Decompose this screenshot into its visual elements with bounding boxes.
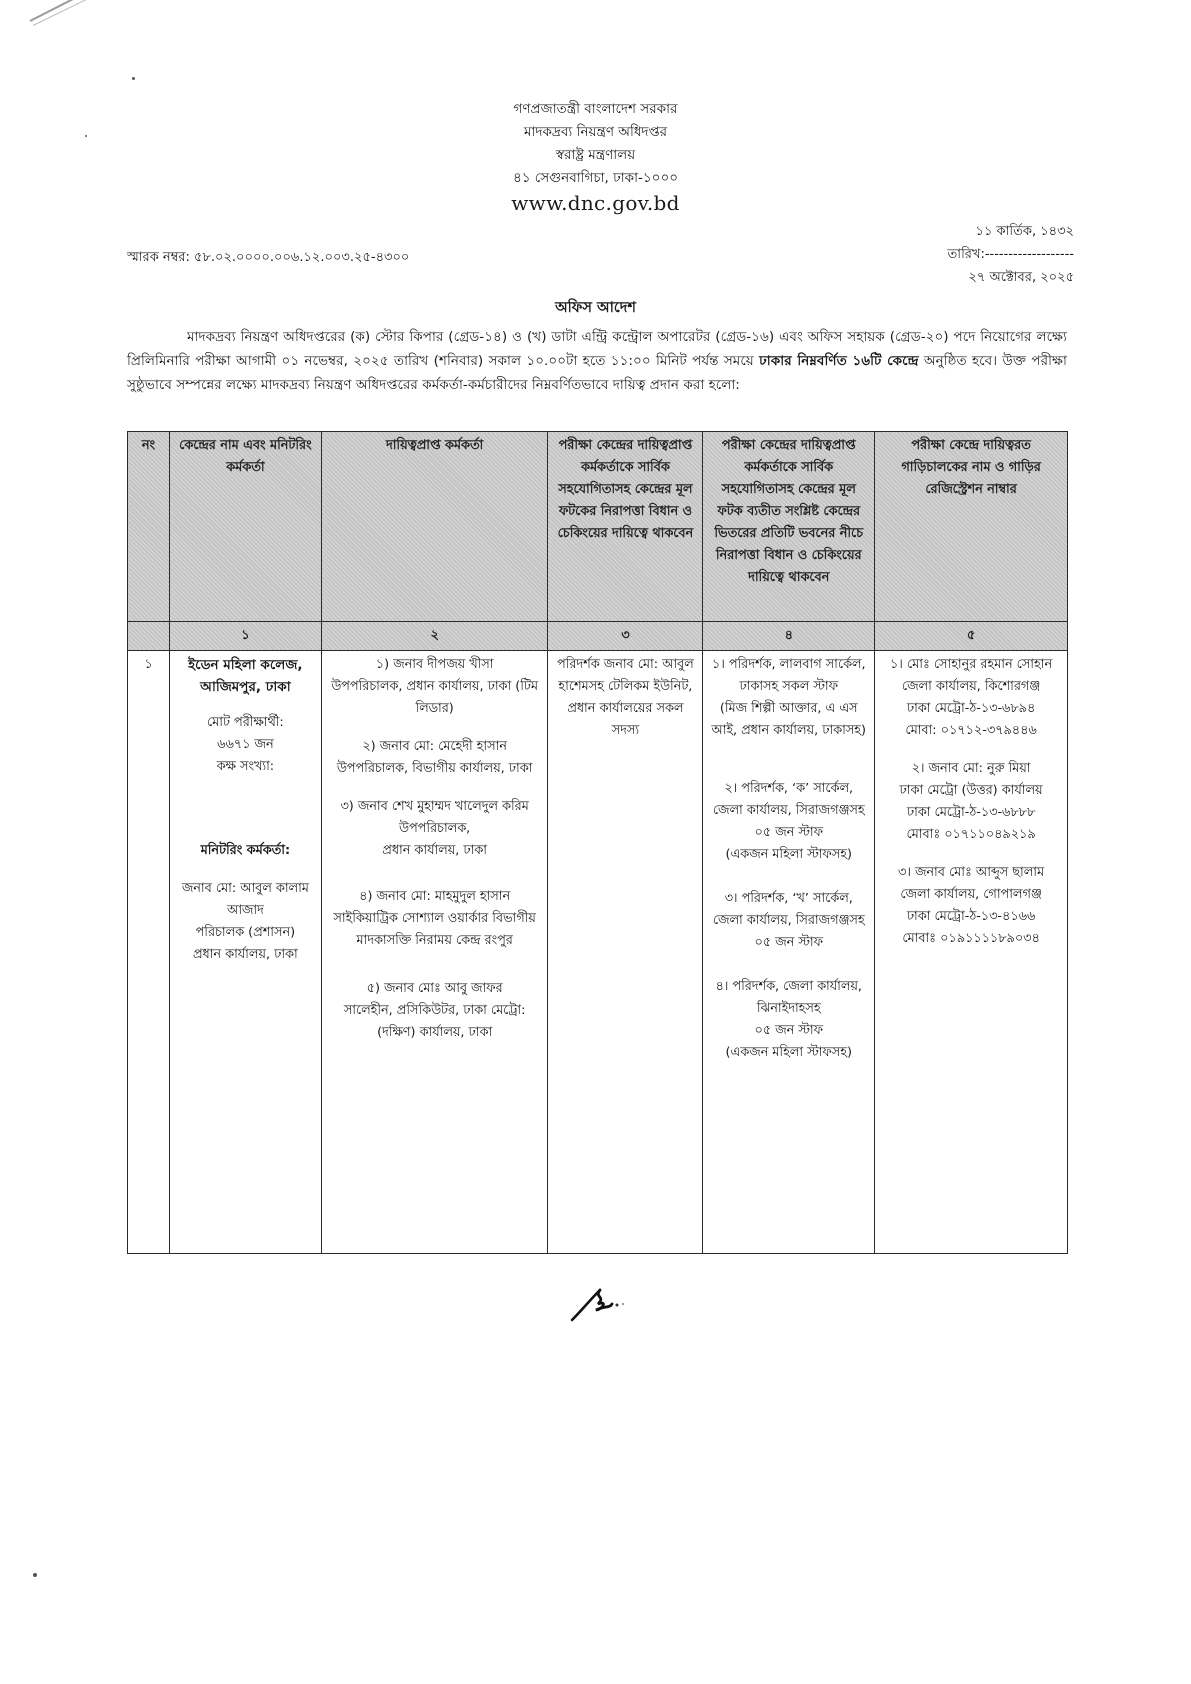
total-examinees-label: মোট পরীক্ষার্থী: [206, 715, 284, 730]
officer-designation: সালেহীন, প্রসিকিউটর, ঢাকা মেট্রো: (দক্ষিণ) কার্যালয়, ঢাকা [343, 1003, 526, 1040]
letterhead [0, 98, 1191, 216]
column-number: ১ [169, 622, 321, 651]
order-paragraph [127, 325, 1067, 397]
security-staff-count: ০৫ জন স্টাফ [754, 1023, 823, 1038]
table-row [128, 651, 1068, 1254]
gate-security-team: পরিদর্শক জনাব মো: আবুল হাশেমসহ টেলিকম ইউনিট, প্রধান কার্যালয়ের সকল সদস্য [557, 657, 694, 738]
gate-security-cell [548, 651, 703, 1254]
speck [132, 77, 135, 80]
monitoring-office: প্রধান কার্যালয়, ঢাকা [193, 947, 298, 962]
driver-name: ৩। জনাব মোঃ আব্দুস ছালাম [898, 865, 1045, 880]
order-text-part2: অনুষ্ঠিত হবে। উক্ত পরীক্ষা সুষ্ঠুভাবে সম্পন্নের লক্ষ্যে মাদকদ্রব্য নিয়ন্ত্রণ অধিদপ্তরের কর্মকর্তা-কর্মচারীদের নিম্নবর্ণিতভাবে দায়িত্ব প্রদান করা হলো: [127, 353, 1067, 393]
officer-name: ২) জনাব মো: মেহেদী হাসান [362, 739, 507, 754]
website-link[interactable]: www.dnc.gov.bd [511, 191, 680, 215]
header-building-security: পরীক্ষা কেন্দ্রের দায়িত্বপ্রাপ্ত কর্মকর্তাকে সার্বিক সহযোগিতাসহ কেন্দ্রের মূল ফটক ব্যতীত সংশ্লিষ্ট কেন্দ্রের ভিতরের প্রতিটি ভবনের নীচে নিরাপত্তা বিধান ও চেকিংয়ের দায়িত্বে থাকবেন [703, 432, 875, 622]
driver-office: জেলা কার্যালয়, কিশোরগঞ্জ [901, 679, 1041, 694]
header-assigned-officers: দায়িত্বপ্রাপ্ত কর্মকর্তা [321, 432, 548, 622]
officer-designation: উপপরিচালক, [399, 821, 471, 836]
date-block [948, 220, 1074, 289]
column-number: ৩ [548, 622, 703, 651]
monitoring-label: মনিটরিং কর্মকর্তা: [200, 843, 291, 858]
vehicle-registration: ঢাকা মেট্রো-ঠ-১৩-৪১৬৬ [906, 909, 1036, 924]
table-header-row [128, 432, 1068, 622]
speck [33, 1573, 37, 1577]
column-number-row [128, 622, 1068, 651]
driver-office: ঢাকা মেট্রো (উত্তর) কার্যালয় [899, 783, 1043, 798]
center-cell [169, 651, 321, 1254]
security-team: ১। পরিদর্শক, লালবাগ সার্কেল, ঢাকাসহ সকল স্টাফ [711, 657, 866, 694]
driver-name: ১। মোঃ সোহানুর রহমান সোহান [890, 657, 1053, 672]
driver-name: ২। জনাব মো: নুরু মিয়া [911, 761, 1031, 776]
security-team: ২। পরিদর্শক, ‘ক’ সার্কেল, জেলা কার্যালয়, সিরাজগঞ্জসহ [712, 781, 865, 818]
header-center-name: কেন্দ্রের নাম এবং মনিটরিং কর্মকর্তা [169, 432, 321, 622]
security-team: ৩। পরিদর্শক, ‘খ’ সার্কেল, জেলা কার্যালয়, সিরাজগঞ্জসহ [712, 891, 865, 928]
column-number-blank [128, 622, 170, 651]
assigned-officers-cell [321, 651, 548, 1254]
driver-mobile: মোবাঃ ০১৯১১১১৮৯০৩৪ [902, 931, 1040, 946]
monitoring-designation: পরিচালক (প্রশাসন) [195, 925, 296, 940]
building-security-cell [703, 651, 875, 1254]
ministry-name: স্বরাষ্ট্র মন্ত্রণালয় [555, 147, 636, 163]
english-date: ২৭ অক্টোবর, ২০২৫ [968, 270, 1074, 285]
driver-mobile: মোবাঃ ০১৭১১০৪৯২১৯ [906, 827, 1036, 842]
document-title: অফিস আদেশ [555, 300, 636, 316]
duty-table [127, 431, 1068, 1254]
driver-cell [875, 651, 1068, 1254]
column-number: ৪ [703, 622, 875, 651]
order-text-part1: মাদকদ্রব্য নিয়ন্ত্রণ অধিদপ্তরের (ক) স্টোর কিপার (গ্রেড-১৪) ও (খ) ডাটা এন্ট্রি কন্ট্রোল অপারেটর (গ্রেড-১৬) এবং অফিস সহায়ক (গ্রেড-২০) পদে নিয়োগের লক্ষ্যে প্রিলিমিনারি পরীক্ষা আগামী ০১ নভেম্বর, ২০২৫ তারিখ (শনিবার) সকাল ১০.০০টা হতে ১১:০০ মিনিট পর্যন্ত সময়ে [127, 329, 1067, 369]
government-name: গণপ্রজাতন্ত্রী বাংলাদেশ সরকার [513, 101, 678, 117]
office-address: ৪১ সেগুনবাগিচা, ঢাকা-১০০০ [512, 170, 679, 186]
officer-designation: উপপরিচালক, বিভাগীয় কার্যালয়, ঢাকা [336, 761, 533, 776]
officer-designation: সাইকিয়াট্রিক সোশ্যাল ওয়ার্কার বিভাগীয় মাদকাসক্তি নিরাময় কেন্দ্র রংপুর [333, 911, 536, 948]
vehicle-registration: ঢাকা মেট্রো-ঠ-১৩-৬৮৯৪ [906, 701, 1036, 716]
column-number: ২ [321, 622, 548, 651]
driver-mobile: মোবা: ০১৭১২-৩৭৯৪৪৬ [905, 723, 1037, 738]
header-serial: নং [128, 432, 170, 622]
bangla-date: ১১ কার্তিক, ১৪৩২ [975, 224, 1074, 239]
row-serial: ১ [128, 651, 170, 1254]
total-examinees: ৬৬৭১ জন [217, 737, 274, 752]
driver-office: জেলা কার্যালয়, গোপালগঞ্জ [900, 887, 1042, 902]
security-team-note: (একজন মহিলা স্টাফসহ) [725, 847, 852, 862]
officer-name: ৫) জনাব মোঃ আবু জাফর [366, 981, 503, 996]
header-driver-info: পরীক্ষা কেন্দ্রে দায়িত্বরত গাড়িচালকের নাম ও গাড়ির রেজিস্ট্রেশন নাম্বার [875, 432, 1068, 622]
security-staff-count: ০৫ জন স্টাফ [754, 935, 823, 950]
vehicle-registration: ঢাকা মেট্রো-ঠ-১৩-৬৮৮৮ [906, 805, 1036, 820]
signature-mark [568, 1284, 638, 1324]
column-number: ৫ [875, 622, 1068, 651]
memo-number: স্মারক নম্বর: ৫৮.০২.০০০০.০০৬.১২.০০৩.২৫-৪৩০০ [127, 250, 410, 265]
security-team-note: (মিজ শিল্পী আক্তার, এ এস আই, প্রধান কার্যালয়, ঢাকাসহ) [711, 701, 867, 738]
center-name: ইডেন মহিলা কলেজ, আজিমপুর, ঢাকা [188, 657, 303, 695]
department-name: মাদকদ্রব্য নিয়ন্ত্রণ অধিদপ্তর [523, 124, 668, 140]
security-team: ৪। পরিদর্শক, জেলা কার্যালয়, ঝিনাইদাহসহ [715, 979, 862, 1016]
header-gate-security: পরীক্ষা কেন্দ্রের দায়িত্বপ্রাপ্ত কর্মকর্তাকে সার্বিক সহযোগিতাসহ কেন্দ্রের মূল ফটকের নিরাপত্তা বিধান ও চেকিংয়ের দায়িত্বে থাকবেন [548, 432, 703, 622]
security-staff-count: ০৫ জন স্টাফ [754, 825, 823, 840]
officer-name: ১) জনাব দীপজয় খীসা [375, 657, 494, 672]
officer-name: ৩) জনাব শেখ মুহাম্মদ খালেদুল করিম [340, 799, 529, 814]
officer-designation: উপপরিচালক, প্রধান কার্যালয়, ঢাকা (টিম লিডার) [331, 679, 539, 716]
officer-name: ৪) জনাব মো: মাহমুদুল হাসান [359, 889, 511, 904]
order-text-bold: ঢাকার নিম্নবর্ণিত ১৬টি কেন্দ্রে [759, 353, 919, 369]
security-team-note: (একজন মহিলা স্টাফসহ) [725, 1045, 852, 1060]
date-label: তারিখ:------------------- [947, 247, 1074, 262]
monitoring-officer: জনাব মো: আবুল কালাম আজাদ [181, 881, 309, 918]
officer-office: প্রধান কার্যালয়, ঢাকা [382, 843, 487, 858]
rooms-label: কক্ষ সংখ্যা: [216, 759, 275, 774]
